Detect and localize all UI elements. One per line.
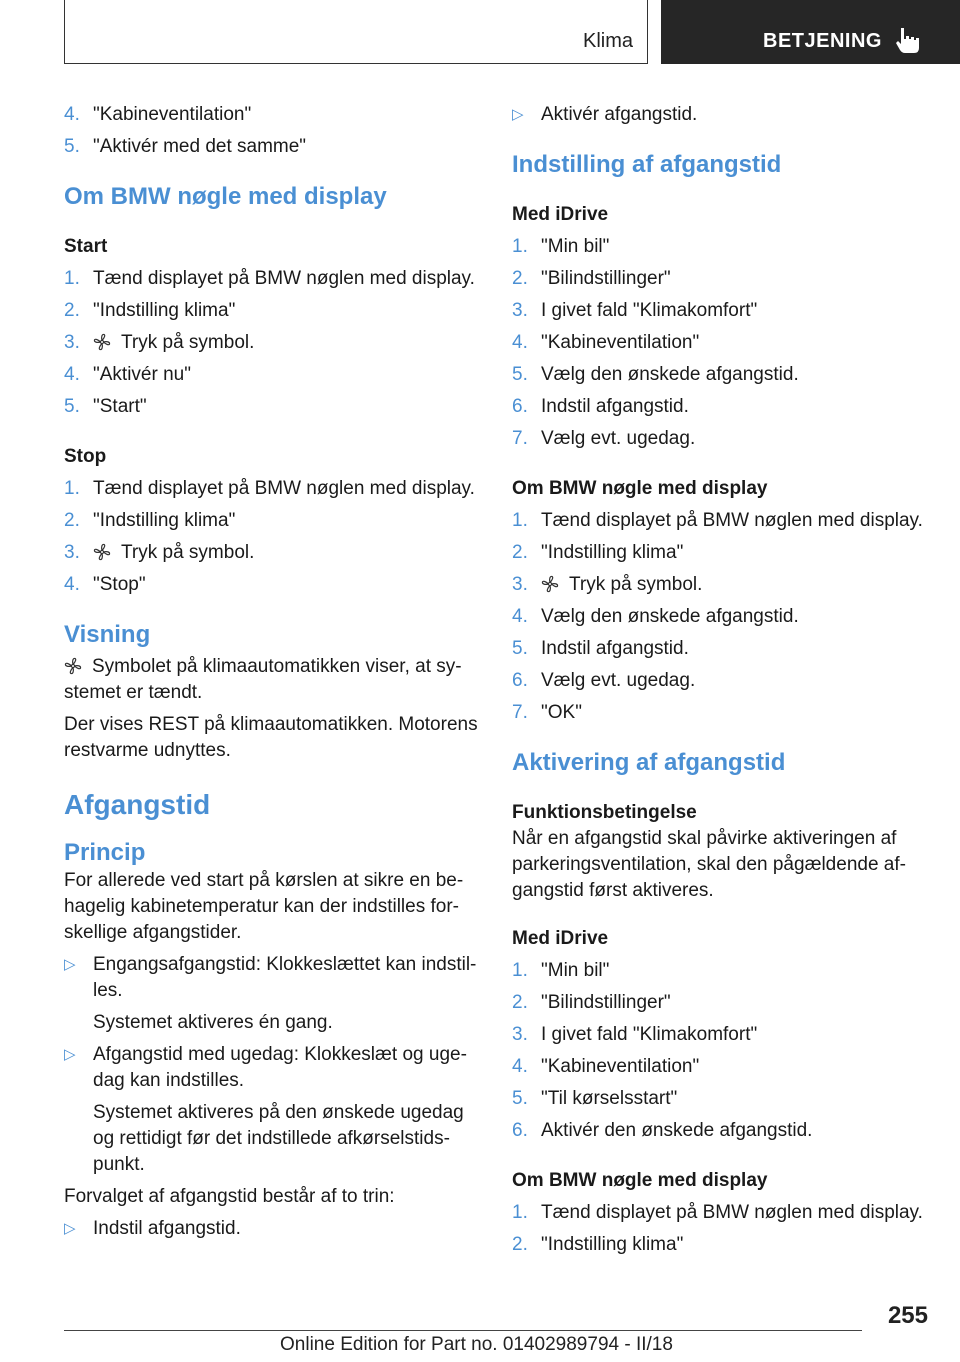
subheading-start: Start	[64, 236, 108, 257]
list-item: 2. "Bilindstillinger"	[512, 992, 671, 1013]
list-item: 2. "Indstilling klima"	[64, 300, 236, 321]
list-item: 3. I givet fald "Klimakomfort"	[512, 300, 758, 321]
list-item: 5. "Til kørselsstart"	[512, 1088, 678, 1109]
list-item: 2. "Indstilling klima"	[512, 542, 684, 563]
idrive2-steps	[512, 958, 930, 1144]
start-steps	[64, 266, 482, 420]
bullet-item: ▷ Afgangstid med ugedag: Klokkeslæt og uge- dag kan indstilles. Systemet aktiveres på den ønskede ugedag og rettidigt før det indstillede afkørselstids- punkt.	[64, 1044, 467, 1175]
section-heading-aktivering: Aktivering af afgangstid	[512, 749, 786, 776]
subheading-idrive: Med iDrive	[512, 204, 609, 225]
bullet-item: ▷ Engangsafgangstid: Klokkeslættet kan indstil- les. Systemet aktiveres én gang.	[64, 954, 477, 1033]
list-item: 5. Indstil afgangstid.	[512, 638, 689, 659]
list-item: 6. Vælg evt. ugedag.	[512, 670, 696, 691]
princip-paragraph: For allerede ved start på kørslen at sikre en be- hagelig kabinetemperatur kan der indstilles for- skellige afgangstider.	[64, 870, 464, 943]
list-item: 1. "Min bil"	[512, 960, 610, 981]
bullet-item: ▷ Aktivér afgangstid.	[512, 102, 930, 128]
header-chapter-tab	[661, 0, 960, 64]
section-heading-indstilling: Indstilling af afgangstid	[512, 151, 782, 178]
stop-steps	[64, 476, 482, 598]
visning-paragraph-2: Der vises REST på klimaautomatikken. Motorens restvarme udnyttes.	[64, 714, 478, 761]
hand-pointer-icon	[895, 26, 921, 54]
list-item: 1. "Min bil"	[512, 236, 610, 257]
left-column	[64, 102, 482, 1242]
right-column	[512, 102, 930, 1258]
footer-divider	[64, 1330, 862, 1331]
subheading-key: Om BMW nøgle med display	[512, 478, 768, 499]
header-section-title: Klima	[582, 30, 633, 52]
list-item: 3. Tryk på symbol.	[64, 332, 255, 353]
list-item: 5. Vælg den ønskede afgangstid.	[512, 364, 799, 385]
list-item: 3. Tryk på symbol.	[64, 542, 255, 563]
list-item: 2. "Bilindstillinger"	[512, 268, 671, 289]
section-heading-visning: Visning	[64, 621, 151, 648]
key-steps	[512, 508, 930, 726]
list-item: 7. "OK"	[512, 702, 582, 723]
section-heading-key: Om BMW nøgle med display	[64, 183, 387, 210]
list-item: 1. Tænd displayet på BMW nøglen med display.	[64, 268, 475, 289]
list-item: 4. "Aktivér nu"	[64, 364, 191, 385]
list-item: 1. Tænd displayet på BMW nøglen med display.	[64, 478, 475, 499]
fan-icon	[93, 543, 111, 561]
list-item: 4. "Kabineventilation"	[512, 332, 700, 353]
subheading-key-2: Om BMW nøgle med display	[512, 1170, 768, 1191]
triangle-bullet: ▷	[64, 1220, 76, 1237]
subheading-stop: Stop	[64, 446, 107, 467]
list-item: 4. "Stop"	[64, 574, 146, 595]
chapter-heading-afgangstid: Afgangstid	[64, 789, 211, 820]
subheading-funktion: Funktionsbetingelse	[512, 802, 697, 823]
list-item: 5. "Start"	[64, 396, 147, 417]
bullet-item: ▷ Indstil afgangstid.	[64, 1216, 482, 1242]
list-item: 4. "Kabineventilation"	[64, 104, 252, 125]
fan-icon	[541, 575, 559, 593]
list-item: 2. "Indstilling klima"	[64, 510, 236, 531]
list-item: 1. Tænd displayet på BMW nøglen med display.	[512, 510, 923, 531]
idrive-steps	[512, 234, 930, 452]
list-item: 2. "Indstilling klima"	[512, 1234, 684, 1255]
list-continued	[64, 102, 482, 160]
triangle-bullet: ▷	[512, 106, 524, 123]
list-item: 6. Aktivér den ønskede afgangstid.	[512, 1120, 813, 1141]
funktion-paragraph: Når en afgangstid skal påvirke aktiveringen af parkeringsventilation, skal den pågældende af- gangstid først aktiveres.	[512, 828, 906, 901]
list-item: 5. "Aktivér med det samme"	[64, 136, 307, 157]
footer-edition-text: Online Edition for Part no. 01402989794 - II/18	[280, 1334, 673, 1355]
visning-paragraph-1: Symbolet på klimaautomatikken viser, at sy- stemet er tændt.	[64, 656, 462, 703]
list-item: 4. Vælg den ønskede afgangstid.	[512, 606, 799, 627]
list-item: 4. "Kabineventilation"	[512, 1056, 700, 1077]
triangle-bullet: ▷	[64, 956, 76, 973]
key2-steps	[512, 1200, 930, 1258]
page-number: 255	[887, 1302, 928, 1329]
triangle-bullet: ▷	[64, 1046, 76, 1063]
list-item: 3. I givet fald "Klimakomfort"	[512, 1024, 758, 1045]
header-section-tab	[64, 0, 648, 64]
subheading-idrive-2: Med iDrive	[512, 928, 609, 949]
fan-icon	[64, 657, 82, 675]
section-heading-princip: Princip	[64, 839, 146, 866]
list-item: 6. Indstil afgangstid.	[512, 396, 689, 417]
forvalget-paragraph: Forvalget af afgangstid består af to trin:	[64, 1186, 395, 1207]
fan-icon	[93, 333, 111, 351]
header-chapter-title: BETJENING	[763, 30, 882, 52]
list-item: 1. Tænd displayet på BMW nøglen med display.	[512, 1202, 923, 1223]
list-item: 3. Tryk på symbol.	[512, 574, 703, 595]
list-item: 7. Vælg evt. ugedag.	[512, 428, 696, 449]
